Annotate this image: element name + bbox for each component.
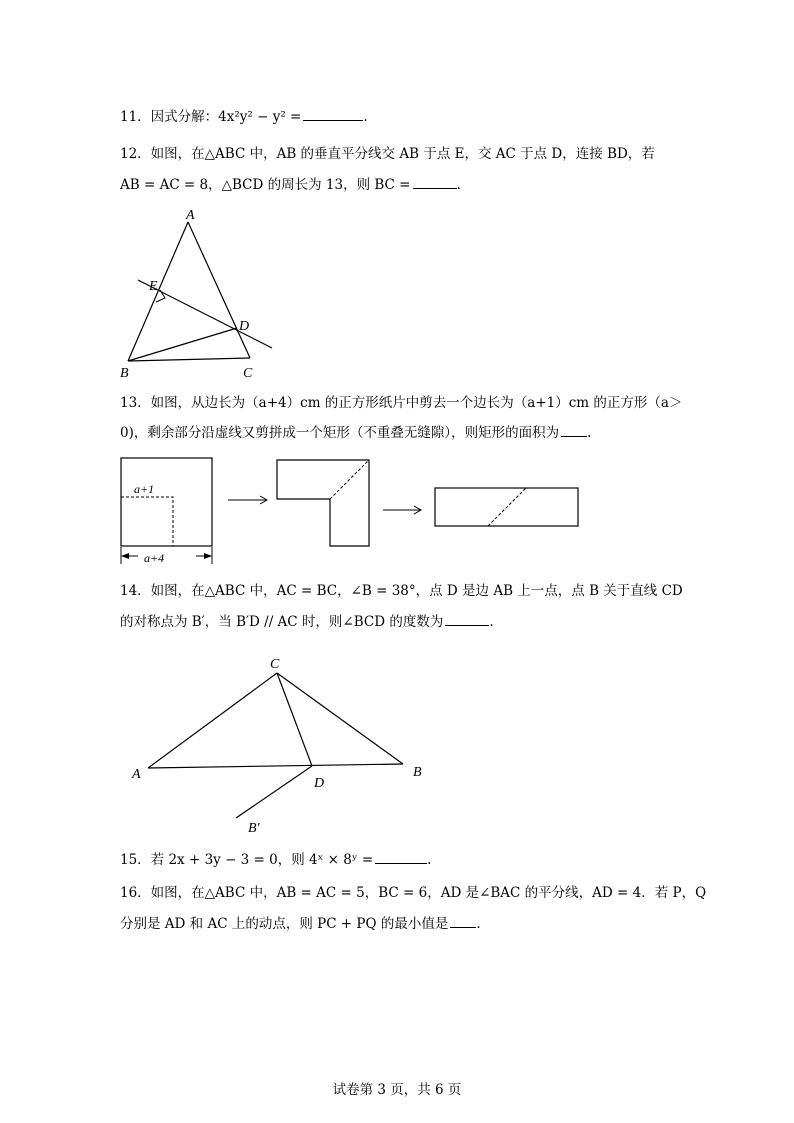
square-cut-figure	[110, 452, 590, 570]
triangle-abc-figure	[110, 205, 290, 380]
segment-bd	[128, 328, 237, 361]
segment-b-prime-d	[236, 766, 312, 818]
segment-cb	[277, 673, 403, 764]
question-11	[120, 108, 368, 126]
q14-line2-text: 的对称点为 B′，当 B′D // AC 时，则∠BCD 的度数为	[120, 614, 444, 630]
segment-ab	[128, 222, 188, 361]
answer-blank	[303, 108, 363, 121]
page-footer: 试卷第 3 页，共 6 页	[332, 1082, 462, 1098]
answer-blank	[375, 851, 427, 864]
segment-ab	[148, 764, 403, 768]
q14-period: .	[489, 614, 494, 630]
label-d: D	[239, 319, 250, 334]
label-e: E	[149, 279, 158, 294]
q16-line2-text: 分别是 AD 和 AC 上的动点，则 PC + PQ 的最小值是	[120, 916, 449, 932]
label-a-plus-1: a+1	[134, 482, 155, 496]
q12-line2-text: AB = AC = 8，△BCD 的周长为 13，则 BC =	[120, 177, 411, 193]
triangle-reflection-figure	[120, 650, 440, 840]
label-a: A	[132, 767, 141, 782]
question-14-line2	[120, 613, 494, 631]
answer-blank	[561, 424, 587, 437]
q11-period: .	[363, 109, 368, 125]
q15-period: .	[427, 852, 432, 868]
answer-blank	[413, 176, 457, 189]
question-13-line2	[120, 424, 591, 442]
segment-ac	[188, 222, 250, 358]
q12-period: .	[456, 177, 461, 193]
q15-text: 15．若 2x + 3y − 3 = 0，则 4ˣ × 8ʸ =	[120, 852, 374, 868]
question-16-line2	[120, 915, 481, 933]
q11-text: 11．因式分解：4x²y² − y² =	[120, 109, 302, 125]
segment-bc	[128, 358, 250, 361]
q16-period: .	[476, 916, 481, 932]
l-shape	[277, 460, 369, 546]
answer-blank	[450, 915, 476, 928]
diagonal-cut	[330, 460, 369, 499]
q13-period: .	[587, 425, 592, 441]
q14-line1: 14．如图，在△ABC 中，AC = BC，∠B = 38°，点 D 是边 AB 上一点，点 B 关于直线 CD	[120, 583, 683, 599]
segment-cd	[277, 673, 312, 766]
rectangle-seam	[488, 488, 526, 526]
cut-line	[121, 497, 173, 546]
question-12-line2	[120, 176, 461, 194]
label-c: C	[243, 366, 253, 380]
q16-line1: 16．如图，在△ABC 中，AB = AC = 5，BC = 6，AD 是∠BAC 的平分线，AD = 4．若 P，Q	[120, 885, 707, 901]
label-b-prime: B′	[248, 821, 260, 836]
label-c: C	[270, 657, 280, 672]
q13-line2-text: 0)，剩余部分沿虚线又剪拼成一个矩形（不重叠无缝隙），则矩形的面积为	[120, 425, 560, 441]
question-15	[120, 851, 431, 869]
q12-line1: 12．如图，在△ABC 中，AB 的垂直平分线交 AB 于点 E，交 AC 于点 D，连接 BD，若	[120, 146, 655, 162]
label-b: B	[120, 366, 129, 380]
label-d: D	[314, 776, 325, 791]
label-a-plus-4: a+4	[144, 551, 165, 565]
label-a: A	[186, 208, 195, 223]
large-square	[121, 458, 212, 546]
answer-blank	[445, 613, 489, 626]
q13-line1: 13．如图，从边长为（a+4）cm 的正方形纸片中剪去一个边长为（a+1）cm 的正方形（a＞	[120, 395, 683, 411]
label-b: B	[413, 765, 422, 780]
segment-ac	[148, 673, 277, 768]
